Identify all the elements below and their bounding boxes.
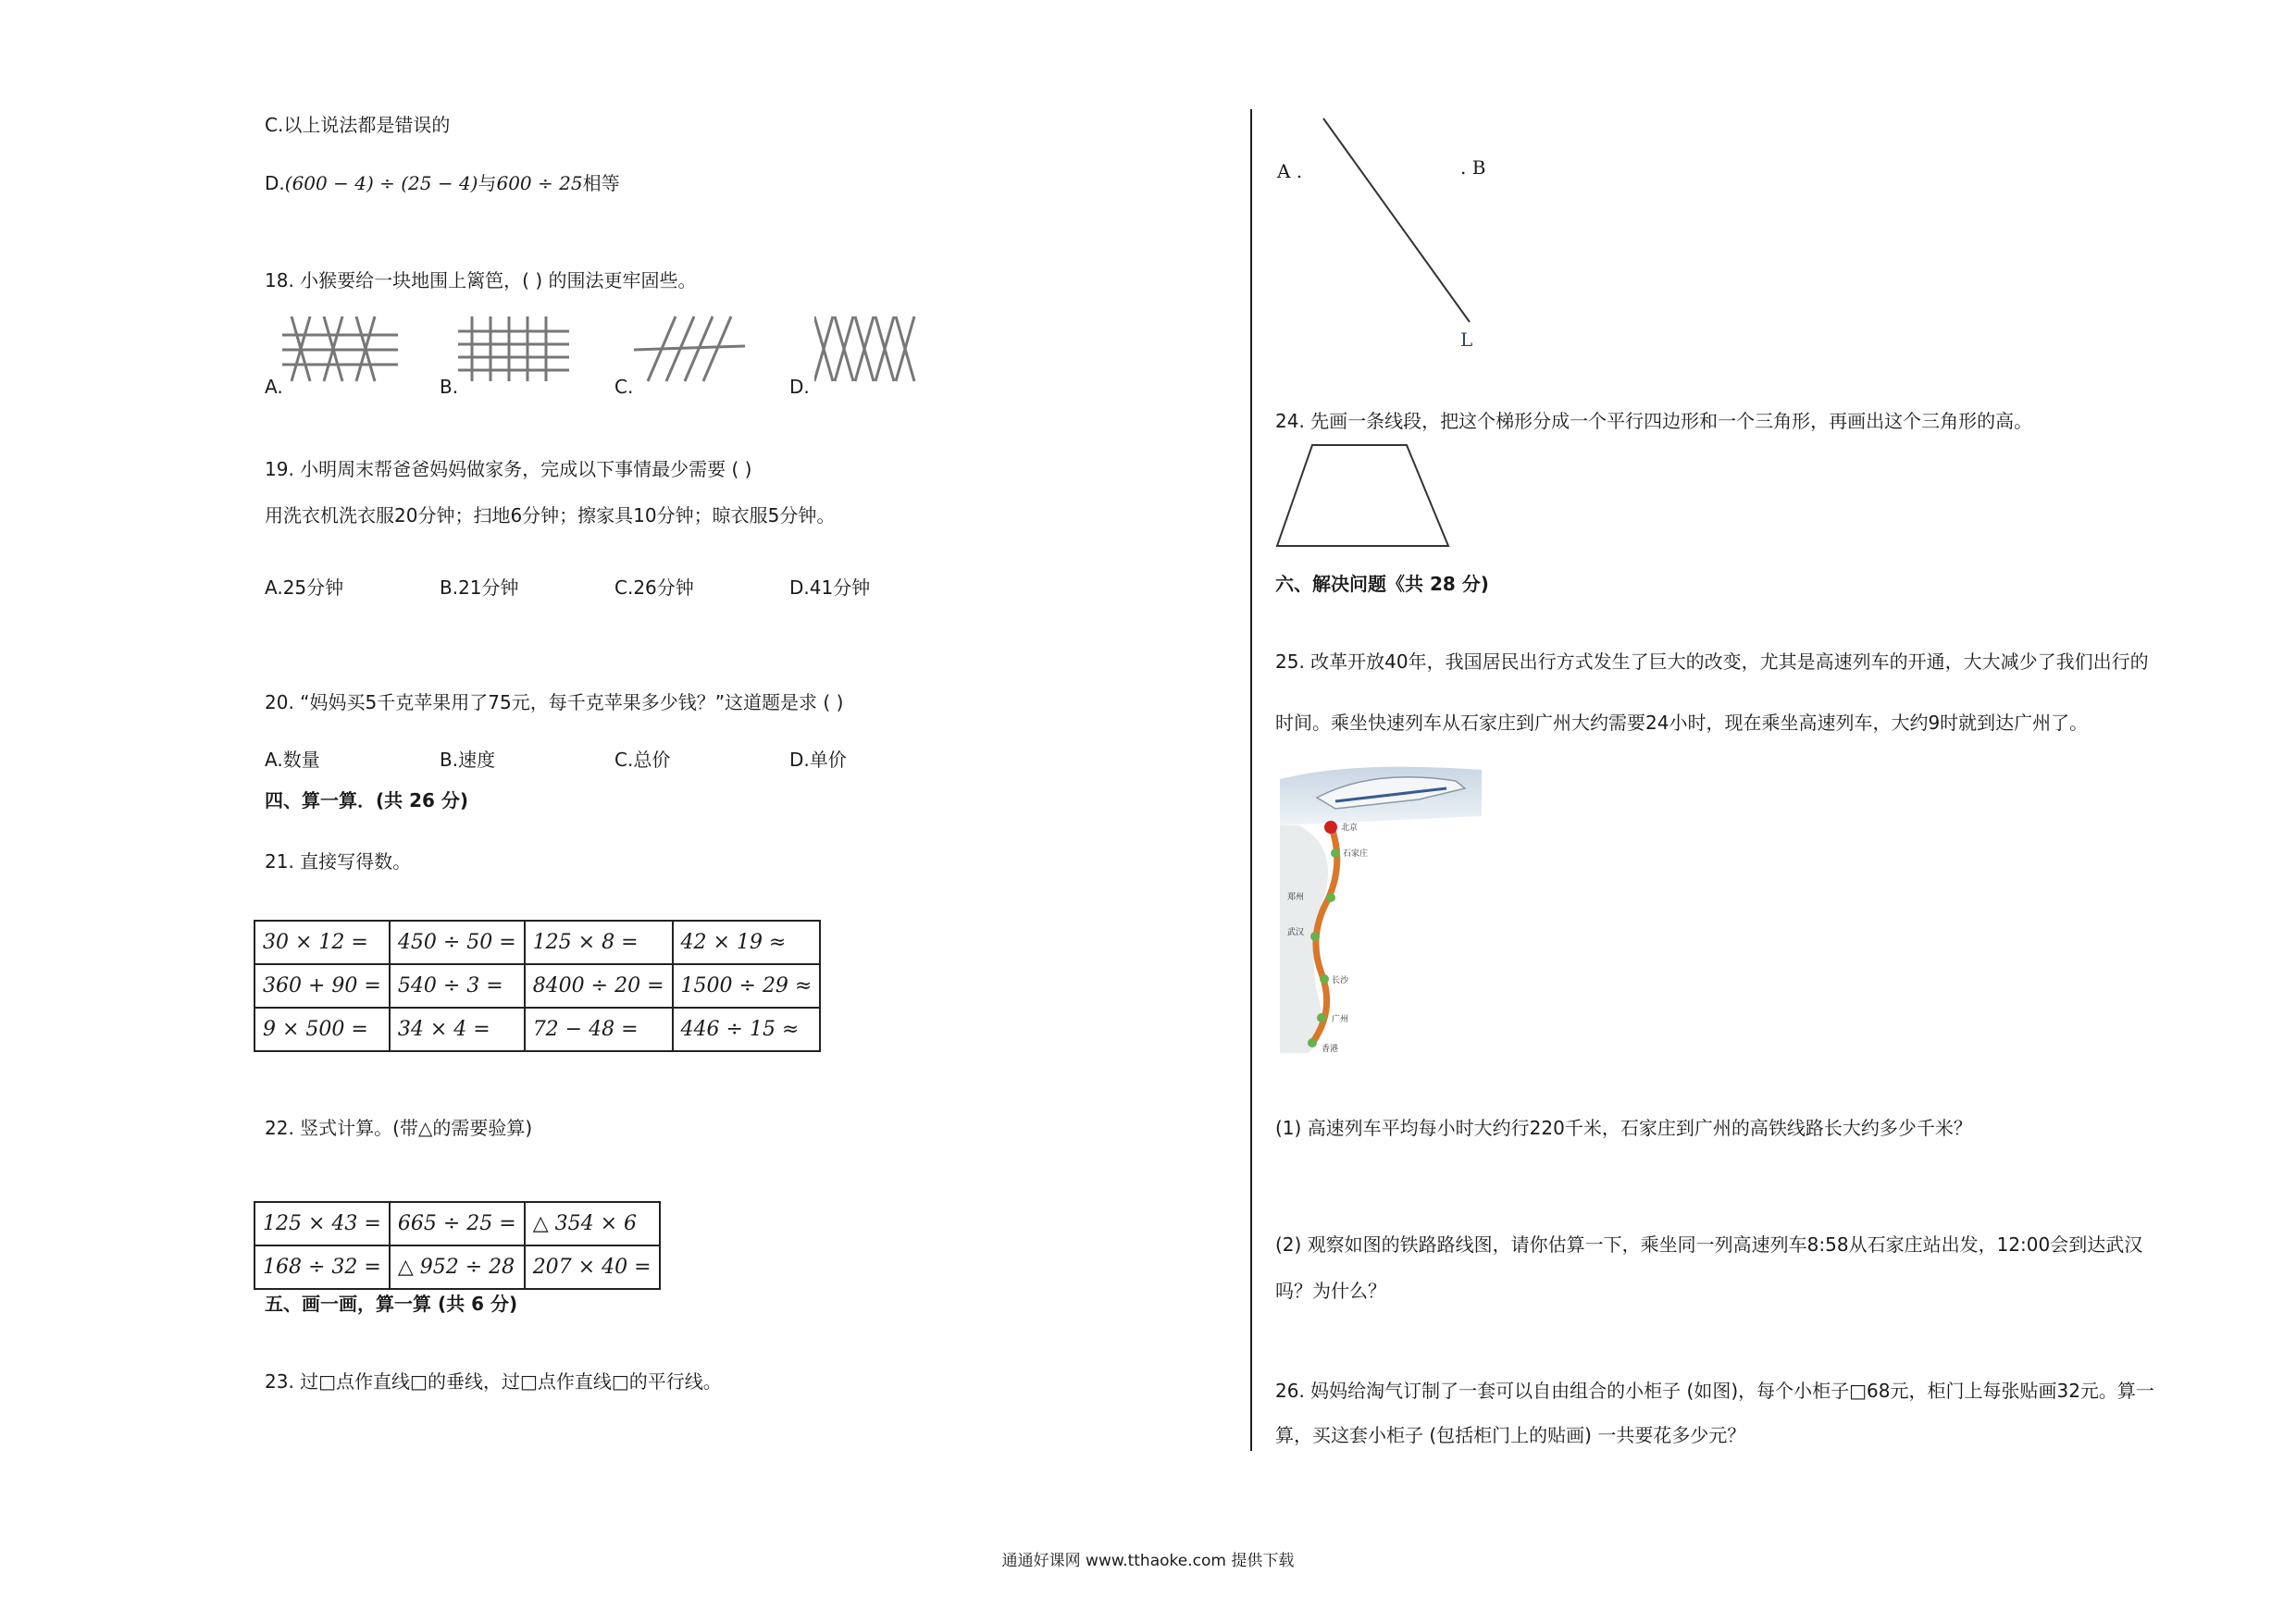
table-cell: 207 × 40 = <box>525 1245 660 1289</box>
table-cell: 665 ÷ 25 = <box>390 1202 525 1245</box>
station-icon <box>1317 1013 1326 1022</box>
q19-question: 19. 小明周末帮爸爸妈妈做家务，完成以下事情最少需要 ( ) <box>265 458 752 480</box>
table-cell: 42 × 19 ≈ <box>673 921 821 964</box>
station-icon <box>1310 932 1320 941</box>
section-5-title: 五、画一画，算一算 (共 6 分) <box>265 1293 518 1315</box>
q18-option-d: D. <box>789 376 810 398</box>
map-city-label: 武汉 <box>1287 928 1305 937</box>
trapezoid-figure <box>1272 440 1458 551</box>
table-cell: 168 ÷ 32 = <box>254 1245 390 1289</box>
q23-figure <box>1268 111 1508 361</box>
table-cell: △ 952 ÷ 28 <box>390 1245 525 1289</box>
page-footer: 通通好课网 www.tthaoke.com 提供下载 <box>1001 1552 1295 1570</box>
q25-sub-1: (1) 高速列车平均每小时大约行220千米，石家庄到广州的高铁线路长大约多少千米？ <box>1275 1117 1972 1139</box>
point-b-label: . B <box>1460 156 1486 179</box>
q17-d-mid: 与 <box>478 172 497 194</box>
q19-option-c: C.26分钟 <box>614 576 694 599</box>
table-row <box>254 921 820 964</box>
table-cell: 360 + 90 = <box>254 964 390 1008</box>
station-icon <box>1326 893 1335 902</box>
column-divider <box>1250 109 1252 1451</box>
section-6-title: 六、解决问题《共 28 分) <box>1275 573 1489 595</box>
q19-option-a: A.25分钟 <box>265 576 344 599</box>
fence-figure-b <box>458 315 569 384</box>
q26-line-1: 26. 妈妈给淘气订制了一套可以自由组合的小柜子 (如图)，每个小柜子□68元，柜门上每张贴画32元。算一 <box>1275 1380 2154 1402</box>
q17-d-math2: 600 ÷ 25 <box>496 172 583 194</box>
point-a-label: A . <box>1277 160 1303 182</box>
q20-option-b: B.速度 <box>440 749 496 771</box>
q22-table <box>254 1201 661 1290</box>
q17-option-c: C.以上说法都是错误的 <box>265 114 451 136</box>
fence-figure-a <box>282 315 398 384</box>
table-cell: 72 − 48 = <box>525 1008 673 1051</box>
table-row <box>254 964 820 1008</box>
q17-d-suffix: 相等 <box>582 172 620 194</box>
table-row <box>254 1202 660 1245</box>
station-icon <box>1331 849 1340 858</box>
map-city-label: 香港 <box>1322 1045 1339 1054</box>
q18-option-b: B. <box>440 376 459 398</box>
station-icon <box>1320 974 1329 984</box>
q19-option-b: B.21分钟 <box>440 576 519 599</box>
q23-question: 23. 过□点作直线□的垂线，过□点作直线□的平行线。 <box>265 1370 722 1393</box>
q25-sub-2-line-2: 吗？为什么？ <box>1275 1280 1386 1302</box>
line-l-label: L <box>1460 328 1473 351</box>
table-cell: 34 × 4 = <box>390 1008 525 1051</box>
q20-question: 20. “妈妈买5千克苹果用了75元，每千克苹果多少钱？”这道题是求 ( ) <box>265 691 844 713</box>
map-city-label: 长沙 <box>1332 976 1349 985</box>
map-city-label: 石家庄 <box>1343 849 1369 859</box>
q17-d-math1: (600 − 4) ÷ (25 − 4) <box>284 172 478 194</box>
q20-option-c: C.总价 <box>614 749 671 771</box>
table-cell: △ 354 × 6 <box>525 1202 660 1245</box>
table-cell: 125 × 8 = <box>525 921 673 964</box>
q25-line-1: 25. 改革开放40年，我国居民出行方式发生了巨大的改变，尤其是高速列车的开通，大大减少了我们出行的 <box>1275 650 2149 673</box>
station-icon <box>1308 1038 1317 1047</box>
beijing-marker-icon <box>1324 821 1337 834</box>
q18-question: 18. 小猴要给一块地围上篱笆，( ) 的围法更牢固些。 <box>265 269 697 291</box>
q26-line-2: 算，买这套小柜子 (包括柜门上的贴画) 一共要花多少元？ <box>1275 1424 1746 1446</box>
table-cell: 9 × 500 = <box>254 1008 390 1051</box>
table-cell: 8400 ÷ 20 = <box>525 964 673 1008</box>
q24-question: 24. 先画一条线段，把这个梯形分成一个平行四边形和一个三角形，再画出这个三角形的高。 <box>1275 410 2033 432</box>
q17-d-prefix: D. <box>265 172 285 194</box>
q22-question: 22. 竖式计算。(带△的需要验算) <box>265 1117 533 1139</box>
q20-option-d: D.单价 <box>789 749 847 771</box>
map-city-label: 郑州 <box>1287 893 1305 902</box>
table-cell: 540 ÷ 3 = <box>390 964 525 1008</box>
railway-map <box>1280 761 1482 1055</box>
q20-option-a: A.数量 <box>265 749 320 771</box>
q19-detail: 用洗衣机洗衣服20分钟；扫地6分钟；擦家具10分钟；晾衣服5分钟。 <box>265 504 836 527</box>
q17-option-d <box>265 171 620 195</box>
table-cell: 125 × 43 = <box>254 1202 390 1245</box>
q25-sub-2-line-1: (2) 观察如图的铁路路线图，请你估算一下，乘坐同一列高速列车8:58从石家庄站出发，12:00会到达武汉 <box>1275 1233 2143 1256</box>
q21-question: 21. 直接写得数。 <box>265 850 412 873</box>
map-city-label: 广州 <box>1332 1015 1349 1024</box>
q18-option-c: C. <box>614 376 634 398</box>
table-cell: 30 × 12 = <box>254 921 390 964</box>
table-row <box>254 1245 660 1289</box>
q19-option-d: D.41分钟 <box>789 576 871 599</box>
q18-option-a: A. <box>265 376 283 398</box>
q21-table <box>254 920 821 1052</box>
table-cell: 450 ÷ 50 = <box>390 921 525 964</box>
q25-line-2: 时间。乘坐快速列车从石家庄到广州大约需要24小时，现在乘坐高速列车，大约9时就到达广州了。 <box>1275 712 2089 734</box>
fence-figure-d <box>814 315 916 384</box>
table-row <box>254 1008 820 1051</box>
fence-figure-c <box>634 315 745 384</box>
table-cell: 446 ÷ 15 ≈ <box>673 1008 821 1051</box>
map-city-label: 北京 <box>1341 824 1359 833</box>
section-4-title: 四、算一算．(共 26 分) <box>265 789 469 812</box>
table-cell: 1500 ÷ 29 ≈ <box>673 964 821 1008</box>
